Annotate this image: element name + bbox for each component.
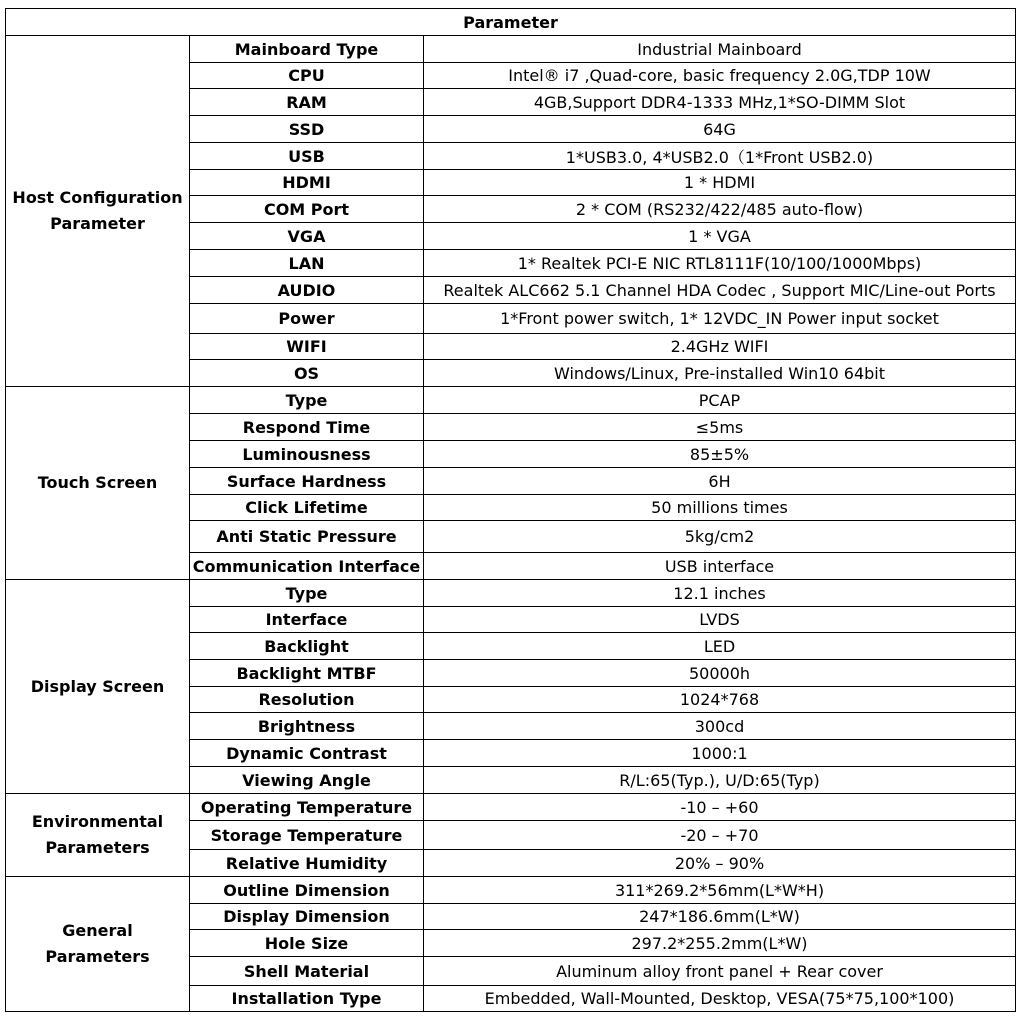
param-value: 6H: [424, 468, 1016, 495]
param-value: USB interface: [424, 553, 1016, 580]
group-label: Display Screen: [6, 580, 190, 794]
param-name: Anti Static Pressure: [190, 521, 424, 553]
param-name: Backlight MTBF: [190, 660, 424, 687]
param-name: LAN: [190, 250, 424, 277]
param-value: 1 * HDMI: [424, 170, 1016, 196]
group-label: Host Configuration Parameter: [6, 36, 190, 387]
param-name: USB: [190, 143, 424, 170]
param-value: 1*USB3.0, 4*USB2.0（1*Front USB2.0): [424, 143, 1016, 170]
group-label: General Parameters: [6, 877, 190, 1012]
param-name: AUDIO: [190, 277, 424, 304]
param-value: Realtek ALC662 5.1 Channel HDA Codec , Support MIC/Line-out Ports: [424, 277, 1016, 304]
param-name: Storage Temperature: [190, 821, 424, 850]
param-name: Surface Hardness: [190, 468, 424, 495]
param-value: Windows/Linux, Pre-installed Win10 64bit: [424, 360, 1016, 387]
param-value: 12.1 inches: [424, 580, 1016, 607]
param-name: Communication Interface: [190, 553, 424, 580]
param-value: 4GB,Support DDR4-1333 MHz,1*SO-DIMM Slot: [424, 89, 1016, 116]
param-value: 297.2*255.2mm(L*W): [424, 930, 1016, 957]
table-row: [6, 387, 1016, 414]
param-name: Relative Humidity: [190, 850, 424, 877]
param-value: 85±5%: [424, 441, 1016, 468]
param-value: 1* Realtek PCI-E NIC RTL8111F(10/100/1000Mbps): [424, 250, 1016, 277]
param-value: 2 * COM (RS232/422/485 auto-flow): [424, 196, 1016, 223]
param-name: Display Dimension: [190, 904, 424, 930]
param-name: CPU: [190, 63, 424, 89]
param-value: Aluminum alloy front panel + Rear cover: [424, 957, 1016, 986]
table-row: [6, 580, 1016, 607]
param-name: Type: [190, 387, 424, 414]
group-label: Touch Screen: [6, 387, 190, 580]
table-header-row: [6, 9, 1016, 36]
param-name: Backlight: [190, 633, 424, 660]
param-value: 50000h: [424, 660, 1016, 687]
param-name: VGA: [190, 223, 424, 250]
param-value: 1*Front power switch, 1* 12VDC_IN Power input socket: [424, 304, 1016, 334]
param-name: Hole Size: [190, 930, 424, 957]
spec-table: [5, 8, 1016, 1012]
param-name: COM Port: [190, 196, 424, 223]
table-row: [6, 877, 1016, 904]
param-value: R/L:65(Typ.), U/D:65(Typ): [424, 767, 1016, 794]
param-name: Power: [190, 304, 424, 334]
table-title: Parameter: [6, 9, 1016, 36]
param-name: Mainboard Type: [190, 36, 424, 63]
param-name: Dynamic Contrast: [190, 740, 424, 767]
param-name: Respond Time: [190, 414, 424, 441]
table-row: [6, 794, 1016, 821]
param-value: -10 – +60: [424, 794, 1016, 821]
param-name: SSD: [190, 116, 424, 143]
param-value: 2.4GHz WIFI: [424, 334, 1016, 360]
param-value: 1 * VGA: [424, 223, 1016, 250]
param-value: 50 millions times: [424, 495, 1016, 521]
param-name: Click Lifetime: [190, 495, 424, 521]
param-value: 311*269.2*56mm(L*W*H): [424, 877, 1016, 904]
param-name: OS: [190, 360, 424, 387]
param-value: 20% – 90%: [424, 850, 1016, 877]
param-value: Embedded, Wall-Mounted, Desktop, VESA(75*75,100*100): [424, 986, 1016, 1012]
param-name: Outline Dimension: [190, 877, 424, 904]
table-body: [6, 36, 1016, 1012]
param-value: PCAP: [424, 387, 1016, 414]
param-name: Brightness: [190, 713, 424, 740]
param-value: Intel® i7 ,Quad-core, basic frequency 2.0G,TDP 10W: [424, 63, 1016, 89]
param-value: 1024*768: [424, 687, 1016, 713]
param-name: Type: [190, 580, 424, 607]
param-value: 247*186.6mm(L*W): [424, 904, 1016, 930]
param-name: RAM: [190, 89, 424, 116]
param-name: Resolution: [190, 687, 424, 713]
param-name: Installation Type: [190, 986, 424, 1012]
param-value: LVDS: [424, 607, 1016, 633]
param-value: Industrial Mainboard: [424, 36, 1016, 63]
param-name: HDMI: [190, 170, 424, 196]
param-value: 64G: [424, 116, 1016, 143]
param-name: Interface: [190, 607, 424, 633]
param-value: -20 – +70: [424, 821, 1016, 850]
param-name: Operating Temperature: [190, 794, 424, 821]
param-value: 300cd: [424, 713, 1016, 740]
param-value: 1000:1: [424, 740, 1016, 767]
param-name: Shell Material: [190, 957, 424, 986]
group-label: Environmental Parameters: [6, 794, 190, 877]
param-value: LED: [424, 633, 1016, 660]
param-name: Luminousness: [190, 441, 424, 468]
table-row: [6, 36, 1016, 63]
param-value: 5kg/cm2: [424, 521, 1016, 553]
param-name: WIFI: [190, 334, 424, 360]
param-value: ≤5ms: [424, 414, 1016, 441]
param-name: Viewing Angle: [190, 767, 424, 794]
